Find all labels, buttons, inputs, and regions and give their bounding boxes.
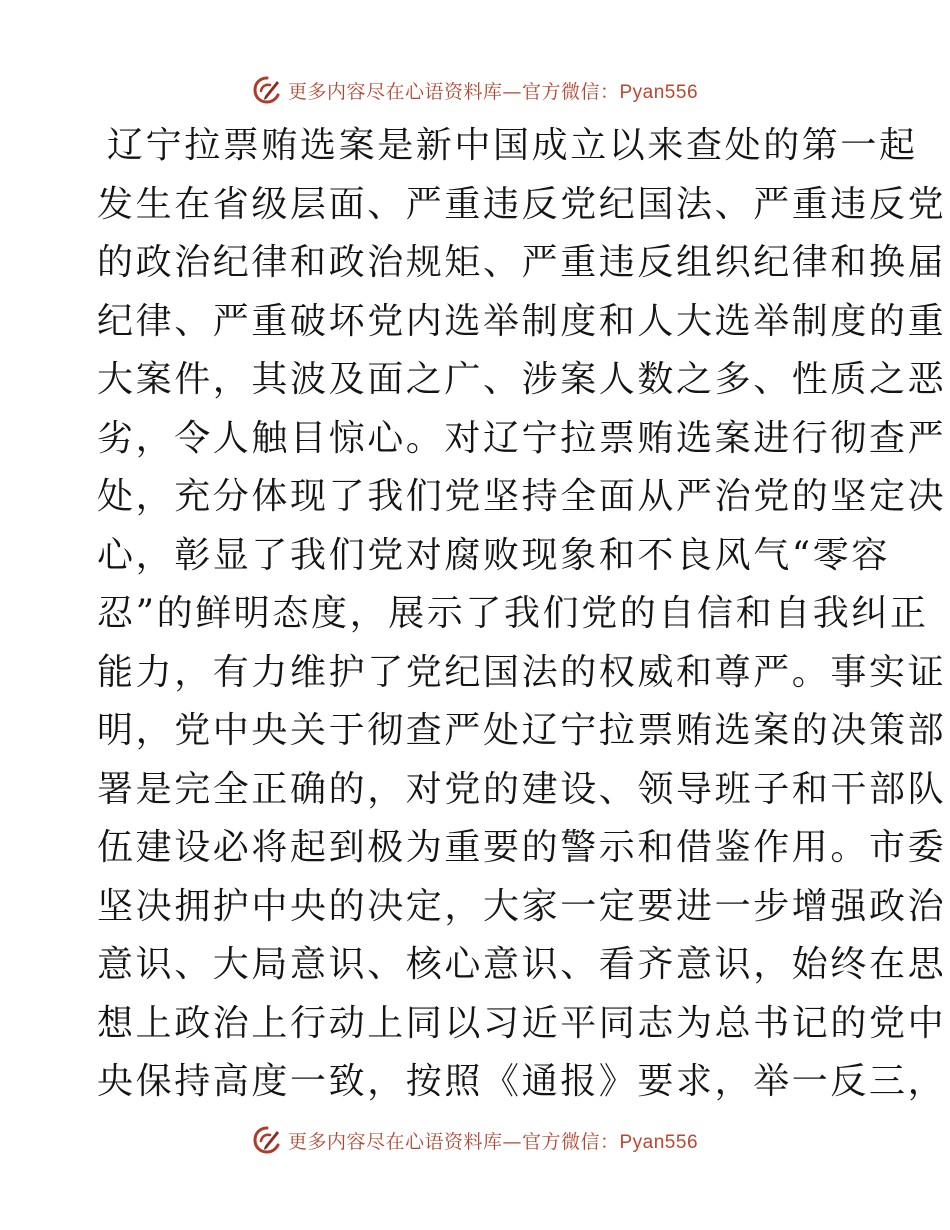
- header-banner-text: 更多内容尽在心语资料库—官方微信：Pyan556: [287, 80, 699, 103]
- document-body: [97, 117, 947, 1112]
- paragraph-line: 发生在省级层面、严重违反党纪国法、严重违反党: [97, 183, 947, 225]
- paragraph-line: 大案件，其波及面之广、涉案人数之多、性质之恶: [97, 359, 947, 400]
- paragraph-line: 心，彰显了我们党对腐败现象和不良风气“零容: [97, 534, 891, 576]
- paragraph-line: 纪律、严重破坏党内选举制度和人大选举制度的重: [97, 300, 947, 342]
- footer-banner: [0, 1120, 950, 1160]
- paragraph-line: 明，党中央关于彻查严处辽宁拉票贿选案的决策部: [97, 710, 947, 751]
- paragraph-line: 处，充分体现了我们党坚持全面从严治党的坚定决: [97, 476, 947, 517]
- paragraph-line: 署是完全正确的，对党的建设、领导班子和干部队: [97, 768, 947, 810]
- header-banner: [0, 70, 950, 110]
- paragraph-line: 伍建设必将起到极为重要的警示和借鉴作用。市委: [97, 827, 947, 868]
- red-pen-swirl-logo-icon: [252, 75, 282, 105]
- paragraph-line: 辽宁拉票贿选案是新中国成立以来查处的第一起: [107, 125, 918, 166]
- paragraph-line: 劣，令人触目惊心。对辽宁拉票贿选案进行彻查严: [97, 417, 947, 459]
- paragraph-line: 央保持高度一致，按照《通报》要求，举一反三，: [97, 1061, 947, 1102]
- header-wechat-id: Pyan556: [619, 81, 699, 103]
- footer-wechat-id: Pyan556: [619, 1131, 699, 1153]
- paragraph-line: 坚决拥护中央的决定，大家一定要进一步增强政治: [97, 885, 947, 927]
- red-pen-swirl-logo-icon: [252, 1125, 282, 1155]
- paragraph-line: 的政治纪律和政治规矩、严重违反组织纪律和换届: [97, 242, 947, 283]
- paragraph-line: 忍”的鲜明态度，展示了我们党的自信和自我纠正: [97, 593, 929, 634]
- paragraph-line: 能力，有力维护了党纪国法的权威和尊严。事实证: [97, 651, 947, 693]
- paragraph-line: 意识、大局意识、核心意识、看齐意识，始终在思: [97, 944, 947, 985]
- footer-banner-text: 更多内容尽在心语资料库—官方微信：Pyan556: [287, 1130, 699, 1153]
- paragraph-line: 想上政治上行动上同以习近平同志为总书记的党中: [97, 1002, 947, 1044]
